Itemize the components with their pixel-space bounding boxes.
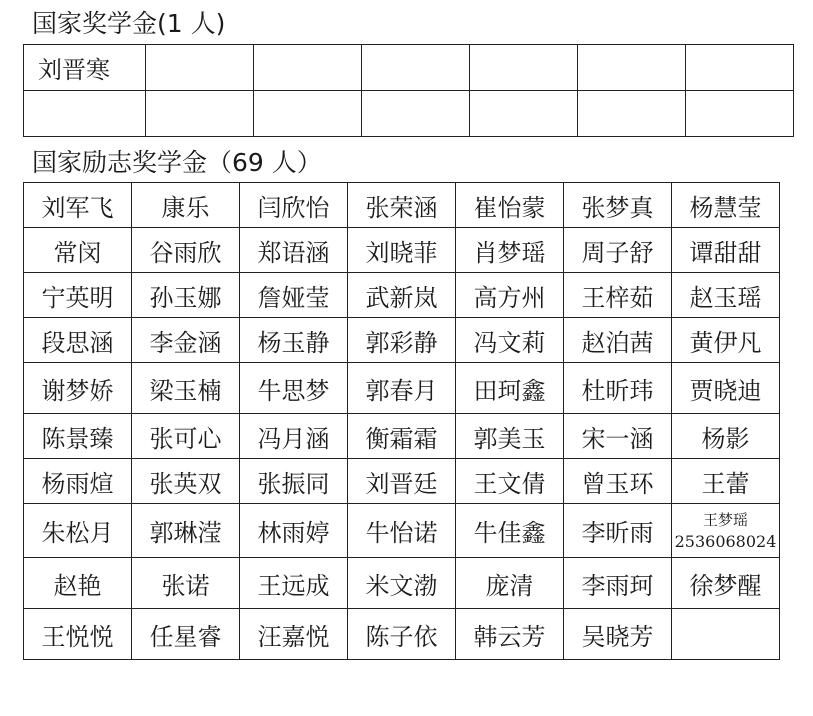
name-cell: 刘晓菲 xyxy=(348,228,456,273)
name-cell xyxy=(578,45,686,91)
name-cell: 张振同 xyxy=(240,459,348,504)
name-cell: 黄伊凡 xyxy=(672,318,780,363)
name-cell: 宁英明 xyxy=(24,273,132,318)
name-cell: 王文倩 xyxy=(456,459,564,504)
name-cell: 宋一涵 xyxy=(564,414,672,459)
name-cell: 牛思梦 xyxy=(240,363,348,414)
name-cell: 郭美玉 xyxy=(456,414,564,459)
name-cell xyxy=(362,91,470,137)
name-cell: 李金涵 xyxy=(132,318,240,363)
name-cell: 米文渤 xyxy=(348,558,456,609)
name-cell: 闫欣怡 xyxy=(240,183,348,228)
name-cell: 杨雨煊 xyxy=(24,459,132,504)
table-row xyxy=(24,183,780,228)
contact-cell xyxy=(672,504,780,558)
name-cell: 刘晋廷 xyxy=(348,459,456,504)
name-cell: 汪嘉悦 xyxy=(240,609,348,660)
name-cell: 杨影 xyxy=(672,414,780,459)
name-cell xyxy=(470,45,578,91)
contact-name: 王梦瑶 xyxy=(702,510,748,529)
table-row xyxy=(24,91,794,137)
name-cell: 武新岚 xyxy=(348,273,456,318)
name-cell: 徐梦醒 xyxy=(672,558,780,609)
name-cell: 郭春月 xyxy=(348,363,456,414)
national-scholarship-table xyxy=(23,44,794,137)
name-cell xyxy=(686,91,794,137)
name-cell: 崔怡蒙 xyxy=(456,183,564,228)
name-cell: 肖梦瑶 xyxy=(456,228,564,273)
table-row xyxy=(24,228,780,273)
name-cell xyxy=(24,91,146,137)
name-cell: 刘晋寒 xyxy=(24,45,146,91)
section-title-national-encouragement-scholarship: 国家励志奖学金（69 人） xyxy=(32,148,322,177)
table-row xyxy=(24,273,780,318)
name-cell: 牛怡诺 xyxy=(348,504,456,558)
name-cell: 韩云芳 xyxy=(456,609,564,660)
name-cell: 杨玉静 xyxy=(240,318,348,363)
name-cell xyxy=(146,45,254,91)
name-cell: 冯文莉 xyxy=(456,318,564,363)
table-row xyxy=(24,45,794,91)
table-row xyxy=(24,459,780,504)
name-cell xyxy=(146,91,254,137)
table-row xyxy=(24,414,780,459)
name-cell: 吴晓芳 xyxy=(564,609,672,660)
name-cell xyxy=(254,91,362,137)
name-cell: 郭彩静 xyxy=(348,318,456,363)
name-cell: 赵泊茜 xyxy=(564,318,672,363)
name-cell: 梁玉楠 xyxy=(132,363,240,414)
name-cell: 李雨珂 xyxy=(564,558,672,609)
table-row xyxy=(24,318,780,363)
name-cell: 谷雨欣 xyxy=(132,228,240,273)
name-cell: 田珂鑫 xyxy=(456,363,564,414)
national-encouragement-scholarship-table xyxy=(23,182,780,660)
name-cell: 陈子依 xyxy=(348,609,456,660)
name-cell: 孙玉娜 xyxy=(132,273,240,318)
name-cell: 杨慧莹 xyxy=(672,183,780,228)
name-cell: 冯月涵 xyxy=(240,414,348,459)
name-cell: 任星睿 xyxy=(132,609,240,660)
section-title-national-scholarship: 国家奖学金(1 人) xyxy=(32,9,226,38)
name-cell xyxy=(578,91,686,137)
name-cell xyxy=(254,45,362,91)
name-cell: 王蕾 xyxy=(672,459,780,504)
contact-phone: 2536068024 xyxy=(674,531,777,551)
name-cell: 谭甜甜 xyxy=(672,228,780,273)
name-cell xyxy=(686,45,794,91)
table-row xyxy=(24,609,780,660)
name-cell: 赵玉瑶 xyxy=(672,273,780,318)
name-cell: 贾晓迪 xyxy=(672,363,780,414)
name-cell: 张可心 xyxy=(132,414,240,459)
name-cell: 张荣涵 xyxy=(348,183,456,228)
name-cell: 谢梦娇 xyxy=(24,363,132,414)
name-cell: 高方州 xyxy=(456,273,564,318)
name-cell: 赵艳 xyxy=(24,558,132,609)
name-cell: 康乐 xyxy=(132,183,240,228)
name-cell: 段思涵 xyxy=(24,318,132,363)
name-cell: 张诺 xyxy=(132,558,240,609)
name-cell: 牛佳鑫 xyxy=(456,504,564,558)
name-cell: 王梓茹 xyxy=(564,273,672,318)
name-cell: 朱松月 xyxy=(24,504,132,558)
name-cell: 李昕雨 xyxy=(564,504,672,558)
name-cell: 周子舒 xyxy=(564,228,672,273)
name-cell: 常闵 xyxy=(24,228,132,273)
name-cell: 王悦悦 xyxy=(24,609,132,660)
name-cell: 衡霜霜 xyxy=(348,414,456,459)
name-cell: 詹娅莹 xyxy=(240,273,348,318)
name-cell: 曾玉环 xyxy=(564,459,672,504)
name-cell: 王远成 xyxy=(240,558,348,609)
name-cell xyxy=(470,91,578,137)
name-cell: 郑语涵 xyxy=(240,228,348,273)
name-cell: 林雨婷 xyxy=(240,504,348,558)
name-cell xyxy=(362,45,470,91)
name-cell: 陈景臻 xyxy=(24,414,132,459)
name-cell: 郭琳滢 xyxy=(132,504,240,558)
name-cell: 庞清 xyxy=(456,558,564,609)
name-cell: 张英双 xyxy=(132,459,240,504)
name-cell xyxy=(672,609,780,660)
name-cell: 刘军飞 xyxy=(24,183,132,228)
table-row xyxy=(24,558,780,609)
table-row xyxy=(24,504,780,558)
name-cell: 杜昕玮 xyxy=(564,363,672,414)
table-row xyxy=(24,363,780,414)
name-cell: 张梦真 xyxy=(564,183,672,228)
